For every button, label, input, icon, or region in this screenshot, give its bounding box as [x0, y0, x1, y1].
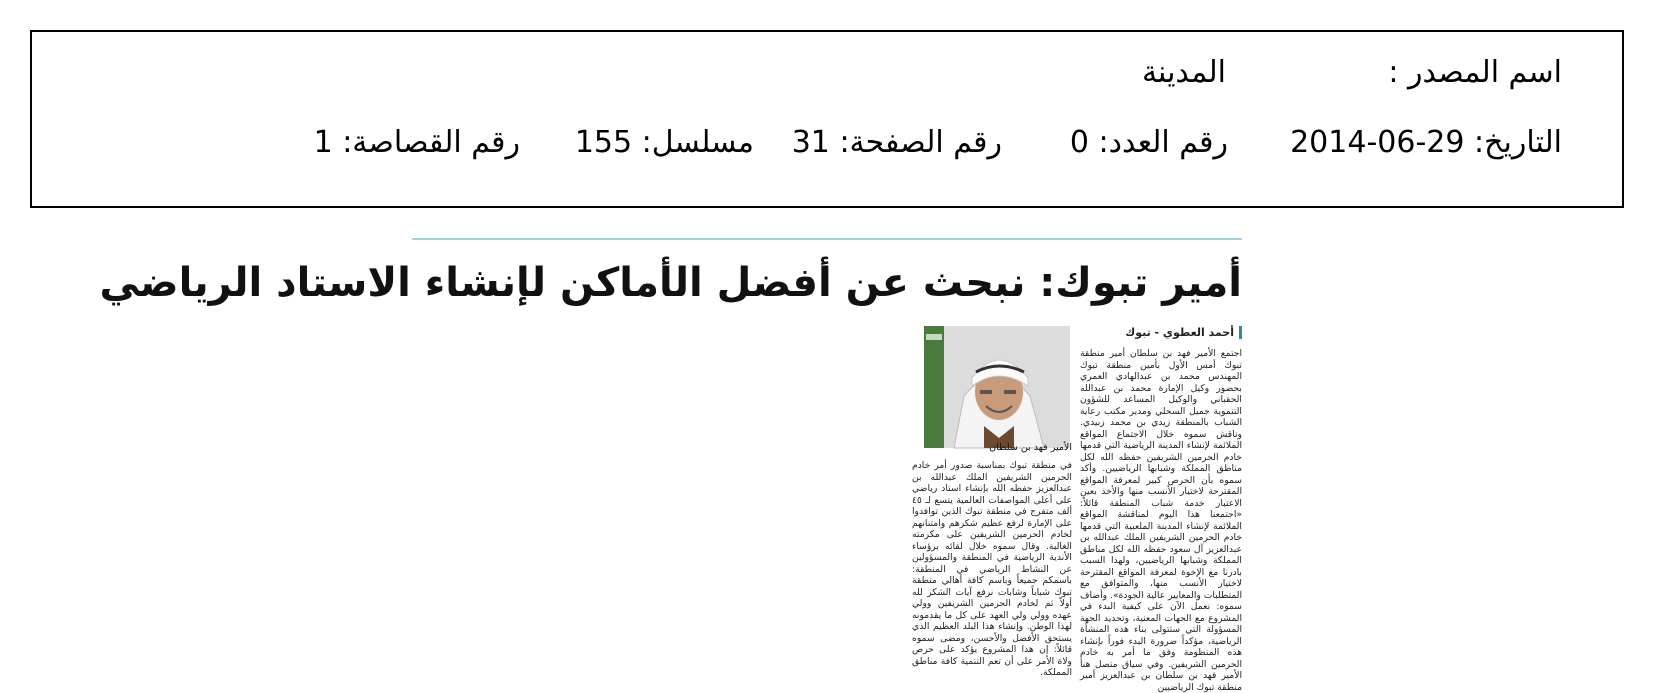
issue-number: رقم العدد: 0 — [1069, 125, 1228, 160]
article-column-right: اجتمع الأمير فهد بن سلطان أمير منطقة تبوك أمس الأول بأمين منطقة تبوك المهندس محمد بن عبدالهادي العمري بحضور وكيل الإمارة محمد بن عبدالله الحقباني والوكيل المساعد للشؤون التنموية جميل السحلي ومدير مكتب رعاية الشباب بالمنطقة زيدي بن محمد زبيدي. وناقش سموه خلال الاجتماع المواقع الملائمة لإنشاء المدينة الرياضية التي قدمها خادم الحرمين الشريفين حفظه الله لكل مناطق المملكة وشبابها الرياضيين. وأكد سموه بأن الحرص كبير لمعرفة المواقع المقترحة لاختيار الأنسب منها والأخذ بعين الاعتبار خدمة شباب المنطقة قائلاً: «اجتمعنا هذا اليوم لمناقشة المواقع الملائمة لإنشاء المدينة الملعبية التي قدمها خادم الحرمين الشريفين الملك عبدالله بن عبدالعزيز آل سعود حفظه الله لكل مناطق المملكة وشبابها الرياضيين، ولهذا السبب بادرنا مع الإخوة لمعرفة المواقع المقترحة لاختيار الأنسب منها، والمتوافق مع المتطلبات والمعايير عالية الجودة». وأضاف سموه: نعمل الآن على كيفية البدء في المشروع مع الجهات المعنية، وتحديد الجهة المسؤولة التي ستتولى بناء هذه المنشأة الرياضية، مؤكداً ضرورة البدء فوراً بإنشاء هذه المنظومة وفق ما أمر به خادم الحرمين الشريفين. وفي سياق متصل هنأ الأمير فهد بن سلطان بن عبدالعزيز أمير منطقة تبوك الرياضيين — [1079, 348, 1242, 693]
page-number: رقم الصفحة: 31 — [791, 125, 1002, 160]
source-value: المدينة — [1141, 55, 1226, 90]
newspaper-clipping — [99, 230, 1242, 693]
photo-caption: الأمير فهد بن سلطان — [989, 442, 1072, 453]
date-field: التاريخ: 29-06-2014 — [1290, 125, 1562, 160]
source-label: اسم المصدر : — [1388, 55, 1562, 90]
article-column-left: في منطقة تبوك بمناسبة صدور أمر خادم الحرمين الشريفين الملك عبدالله بن عبدالعزيز حفظه الله بإنشاء استاد رياضي على أعلى المواصفات العالمية يتسع لـ ٤٥ ألف متفرج في منطقة تبوك الذين توافدوا على الإمارة لرفع عظيم شكرهم وامتنانهم لخادم الحرمين الشريفين على مكرمته الغالية. وقال سموه خلال لقائه برؤساء الأندية الرياضية في المنطقة والمسؤولين عن النشاط الرياضي في المنطقة: باسمكم جميعاً وباسم كافة أهالي منطقة تبوك شباباً وشابات نرفع آيات الشكر لله أولاً ثم لخادم الحرمين الشريفين وولي عهده وولي ولي العهد على كل ما يقدمونه لهذا الوطن. وإنشاء هذا البلد العظيم الذي يستحق الأفضل والأحسن، ومضى سموه قائلاً: إن هذا المشروع يؤكد على حرص ولاة الأمر على أن تعم التنمية كافة مناطق المملكة. — [912, 460, 1072, 678]
metadata-box — [30, 30, 1624, 208]
portrait-photo — [924, 326, 1070, 448]
top-rule — [412, 238, 1242, 240]
clipping-number: رقم القصاصة: 1 — [313, 125, 520, 160]
serial-number: مسلسل: 155 — [574, 125, 754, 160]
article-headline: أمير تبوك: نبحث عن أفضل الأماكن لإنشاء الاستاد الرياضي — [99, 260, 1242, 306]
article-byline: أحمد العطوي - تبوك — [1125, 326, 1242, 339]
portrait-image — [924, 326, 1070, 448]
